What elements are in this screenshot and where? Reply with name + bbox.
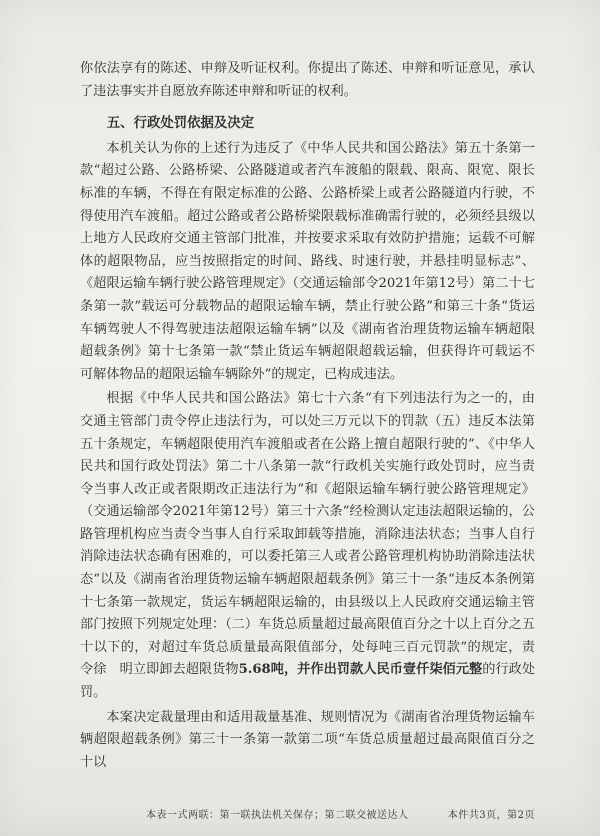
paragraph-discretion: 本案决定裁量理由和适用裁量基准、规则情况为《湖南省治理货物运输车辆超限超载条例》第三十一条第一款第二项“车货总质量超过最高限值百分之十以 (80, 709, 535, 770)
footer-page-number: 本件共3页，第2页 (447, 810, 535, 821)
document-body (80, 58, 535, 774)
section-heading: 五、行政处罚依据及决定 (106, 116, 255, 132)
continued-paragraph: 你依法享有的陈述、申辩及听证权利。你提出了陈述、申辩和听证意见，承认了违法事实并自愿放弃陈述申辩和听证的权利。 (80, 61, 535, 99)
basis-text-3: 的行政处罚。 (80, 662, 536, 701)
basis-text-2: ，并作出罚款人民币 (283, 662, 403, 678)
paragraph-violation: 本机关认为你的上述行为违反了《中华人民共和国公路法》第五十条第一款“超过公路、公路桥梁、公路隧道或者汽车渡船的限载、限高、限宽、限长标准的车辆，不得在有限定标准的公路、公路桥梁上或者公路隧道内行驶，不得使用汽车渡船。超过公路或者公路桥梁限载标准确需行驶的，必须经县级以上地方人民政府交通主管部门批准，并按要求采取有效防护措施；运载不可解体的超限物品，应当按照指定的时间、路线、时速行驶，并悬挂明显标志”、《超限运输车辆行驶公路管理规定》（交通运输部令2021年第12号）第二十七条第一款“载运可分载物品的超限运输车辆，禁止行驶公路”和第三十条“货运车辆驾驶人不得驾驶违法超限运输车辆”以及《湖南省治理货物运输车辆超限超载条例》第十七条第一款“禁止货运车辆超限超载运输，但获得许可载运不可解体物品的超限运输车辆除外”的规定，已构成违法。 (80, 140, 535, 382)
footer-copies-note: 本表一式两联：第一联执法机关保存；第二联交被送达人 (146, 810, 409, 821)
paragraph-basis (80, 388, 535, 704)
fine-amount: 壹仟柒佰元整 (402, 662, 483, 678)
unload-weight: 5.68吨 (238, 662, 284, 678)
basis-text: 根据《中华人民共和国公路法》第七十六条“有下列违法行为之一的，由交通主管部门责令停止违法行为，可以处三万元以下的罚款（五）违反本法第五十条规定，车辆超限使用汽车渡船或者在公路上擅自超限行驶的”、《中华人民共和国行政处罚法》第二十八条第一款“行政机关实施行政处罚时，应当责令当事人改正或者限期改正违法行为”和《超限运输车辆行驶公路管理规定》（交通运输部令2021年第12号）第三十六条“经检测认定违法超限运输的，公路管理机构应当责令当事人自行采取卸载等措施，消除违法状态；当事人自行消除违法状态确有困难的，可以委托第三人或者公路管理机构协助消除违法状态”以及《湖南省治理货物运输车辆超限超载条例》第三十一条“违反本条例第十七条第一款规定，货运车辆超限运输的，由县级以上人民政府交通运输主管部门按照下列规定处理：（二）车货总质量超过最高限值百分之十以上百分之五十以下的，对超过车货总质量最高限值部分，处每吨三百元罚款”的规定，责令徐 明立即卸去超限货物 (80, 391, 535, 678)
